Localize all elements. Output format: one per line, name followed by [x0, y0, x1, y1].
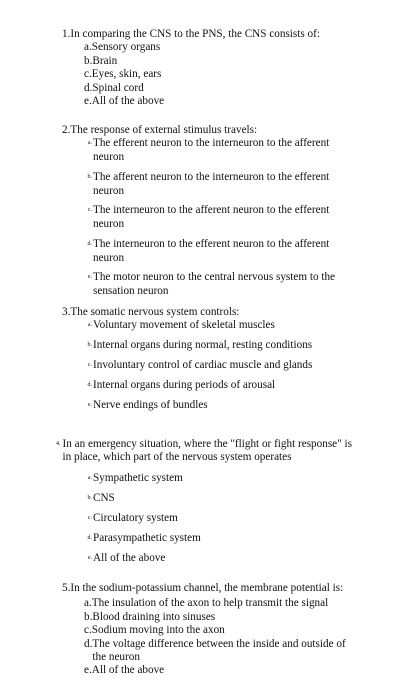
option-text: Sympathetic system [93, 471, 183, 484]
question-text: In an emergency situation, where the "flight or fight response" is in place, which part of the nervous system operates [62, 438, 352, 464]
option-letter: a. [84, 41, 92, 54]
option-letter: e. [84, 664, 92, 677]
option-letter: b. [87, 494, 92, 501]
option-text: Circulatory system [93, 511, 178, 524]
option-d [84, 638, 360, 665]
option-text: Eyes, skin, ears [91, 68, 162, 81]
question-5 [62, 582, 360, 678]
option-e [84, 664, 360, 677]
option-text: The afferent neuron to the interneuron to the efferent neuron [93, 171, 330, 197]
option-list [62, 597, 360, 677]
option-a [84, 137, 362, 171]
option-list [62, 41, 362, 108]
option-text: Spinal cord [92, 81, 144, 94]
question-4 [56, 438, 362, 572]
option-letter: a. [87, 322, 92, 329]
question-text: The somatic nervous system controls: [70, 306, 240, 318]
option-e [84, 271, 362, 298]
option-c [84, 204, 362, 238]
option-letter: c. [87, 362, 92, 369]
option-text: Voluntary movement of skeletal muscles [93, 319, 275, 332]
option-letter: d. [84, 81, 93, 94]
option-letter: c. [84, 68, 92, 81]
option-text: All of the above [93, 551, 166, 564]
option-text: Sensory organs [91, 41, 161, 54]
option-letter: d. [87, 241, 92, 248]
option-letter: c. [87, 207, 92, 214]
option-letter: a. [87, 474, 92, 481]
option-d [84, 532, 362, 552]
question-number: 2. [62, 124, 71, 136]
question-stem [56, 438, 362, 465]
question-2 [62, 124, 362, 298]
option-d [84, 82, 362, 95]
option-text: The interneuron to the afferent neuron to the efferent neuron [93, 204, 330, 230]
option-b [84, 492, 362, 512]
option-d [84, 238, 362, 271]
option-c [84, 359, 362, 379]
question-text: In comparing the CNS to the PNS, the CNS consists of: [70, 28, 320, 40]
question-stem [62, 582, 360, 595]
option-letter: e. [84, 95, 92, 108]
option-text: CNS [93, 491, 115, 504]
option-a [84, 472, 362, 492]
option-text: Blood draining into sinuses [92, 610, 216, 623]
option-letter: a. [84, 597, 92, 610]
option-letter: c. [84, 624, 92, 637]
option-list [62, 472, 362, 572]
question-stem [62, 28, 362, 41]
option-text: The interneuron to the efferent neuron to the afferent neuron [93, 238, 330, 264]
option-letter: d. [87, 382, 92, 389]
option-d [84, 379, 362, 399]
option-a [84, 597, 360, 610]
option-text: Internal organs during periods of arousal [93, 379, 276, 392]
option-b [84, 55, 362, 68]
option-a [84, 319, 362, 339]
option-a [84, 41, 362, 54]
option-text: The efferent neuron to the interneuron to the afferent neuron [93, 137, 330, 163]
option-b [84, 611, 360, 624]
option-list [62, 137, 362, 298]
question-1 [62, 28, 362, 108]
option-text: The voltage difference between the inside and outside of the neuron [92, 637, 346, 664]
option-c [84, 624, 360, 637]
question-number: 5. [62, 582, 71, 594]
question-text: In the sodium-potassium channel, the membrane potential is: [70, 582, 344, 594]
option-text: Sodium moving into the axon [91, 624, 225, 637]
option-letter: b. [87, 342, 92, 349]
option-letter: b. [84, 54, 93, 67]
option-text: Brain [92, 54, 118, 67]
question-stem [62, 124, 362, 137]
option-e [84, 95, 362, 108]
option-letter: b. [84, 610, 93, 623]
option-text: Internal organs during normal, resting conditions [93, 339, 313, 352]
question-number: 1. [62, 28, 71, 40]
option-letter: d. [84, 637, 93, 650]
question-text: The response of external stimulus travels: [70, 124, 258, 136]
option-list [62, 319, 362, 419]
option-text: Nerve endings of bundles [93, 399, 208, 412]
question-number: 4. [56, 441, 61, 447]
option-letter: e. [87, 402, 92, 409]
option-e [84, 552, 362, 572]
option-c [84, 512, 362, 532]
question-stem [62, 306, 362, 319]
option-text: The insulation of the axon to help transmit the signal [91, 597, 329, 610]
option-c [84, 68, 362, 81]
option-text: Involuntary control of cardiac muscle and glands [93, 359, 313, 372]
option-letter: a. [87, 140, 92, 147]
option-letter: b. [87, 174, 92, 181]
option-text: The motor neuron to the central nervous system to the sensation neuron [93, 271, 336, 297]
option-b [84, 171, 362, 204]
option-b [84, 339, 362, 359]
question-number: 3. [62, 306, 71, 318]
option-text: Parasympathetic system [93, 531, 201, 544]
option-text: All of the above [91, 664, 165, 677]
option-text: All of the above [91, 95, 165, 108]
option-letter: e. [87, 554, 92, 561]
option-letter: c. [87, 514, 92, 521]
question-3 [62, 306, 362, 419]
option-letter: d. [87, 534, 92, 541]
option-letter: e. [87, 274, 92, 281]
option-e [84, 399, 362, 419]
